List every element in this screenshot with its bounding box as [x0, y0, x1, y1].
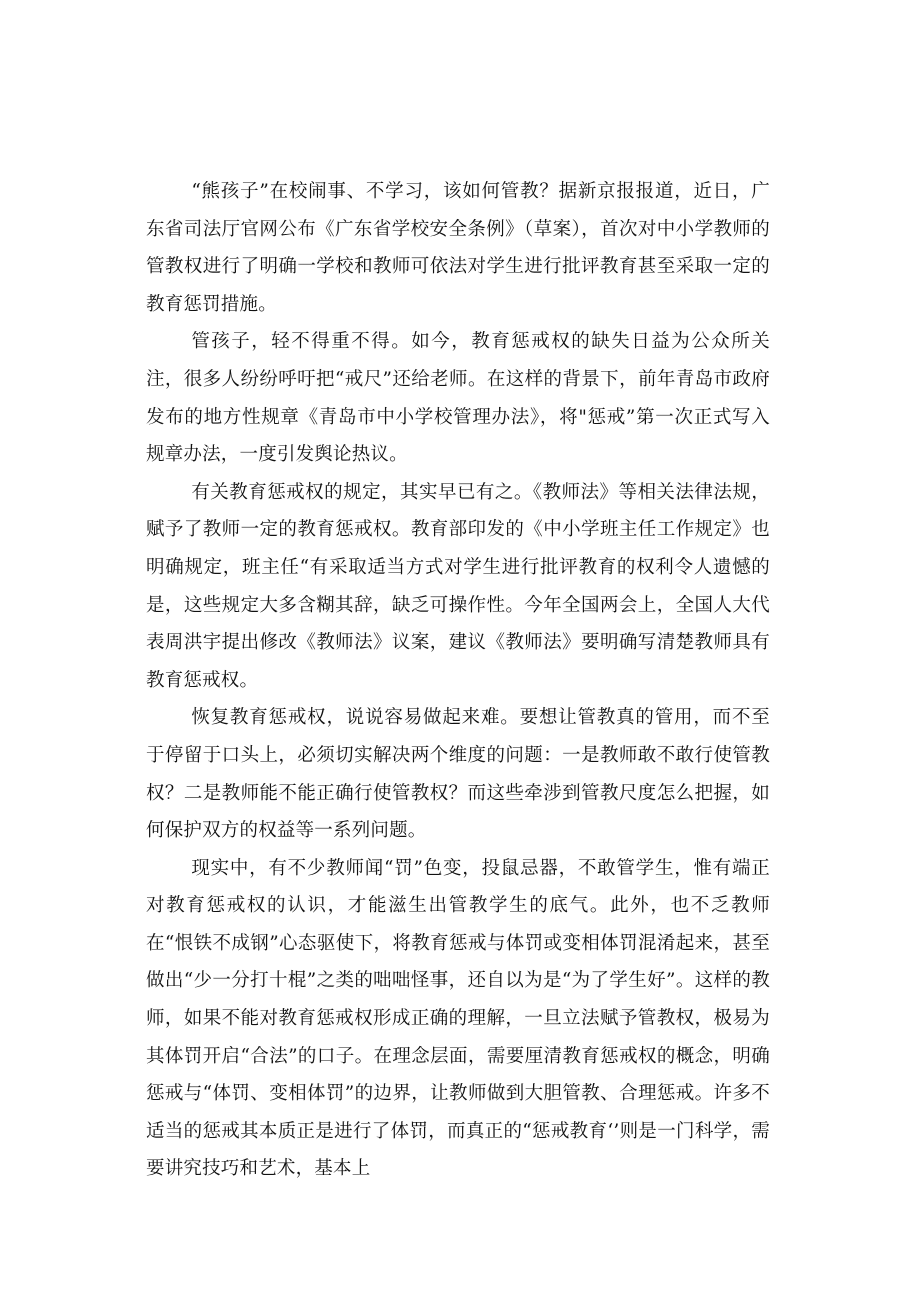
- paragraph-4: 恢复教育惩戒权，说说容易做起来难。要想让管教真的管用，而不至于停留于口头上，必须切实解决两个维度的问题：一是教师敢不敢行使管教权？二是教师能不能正确行使管教权？而这些牵涉到管教尺度怎么把握，如何保护双方的权益等一系列问题。: [146, 707, 770, 842]
- paragraph-5: 现实中，有不少教师闻“罚”色变，投鼠忌器，不敢管学生，惟有端正对教育惩戒权的认识，才能滋生出管教学生的底气。此外，也不乏教师在“恨铁不成钢”心态驱使下，将教育惩戒与体罚或变相体罚混淆起来，甚至做出“少一分打十棍”之类的咄咄怪事，还自以为是“为了学生好”。这样的教师，如果不能对教育惩戒权形成正确的理解，一旦立法赋予管教权，极易为其体罚开启“合法”的口子。在理念层面，需要厘清教育惩戒权的概念，明确惩戒与“体罚、变相体罚”的边界，让教师做到大胆管教、合理惩戒。许多不适当的惩戒其本质正是进行了体罚，而真正的“惩戒教育‘’则是一门科学，需要讲究技巧和艺术，基本上: [146, 857, 770, 1180]
- paragraph-3: 有关教育惩戒权的规定，其实早已有之。《教师法》等相关法律法规，赋予了教师一定的教育惩戒权。教育部印发的《中小学班主任工作规定》也明确规定，班主任“有采取适当方式对学生进行批评教育的权利令人遗憾的是，这些规定大多含糊其辞，缺乏可操作性。今年全国两会上，全国人大代表周洪宇提出修改《教师法》议案，建议《教师法》要明确写清楚教师具有教育惩戒权。: [146, 481, 770, 691]
- paragraph-1: “熊孩子”在校闹事、不学习，该如何管教？据新京报报道，近日，广东省司法厅官网公布《广东省学校安全条例》（草案），首次对中小学教师的管教权进行了明确一学校和教师可依法对学生进行批评教育甚至采取一定的教育惩罚措施。: [146, 181, 770, 315]
- article-body: [146, 173, 770, 1188]
- paragraph-2: 管孩子，轻不得重不得。如今，教育惩戒权的缺失日益为公众所关注，很多人纷纷呼吁把“戒尺”还给老师。在这样的背景下，前年青岛市政府发布的地方性规章《青岛市中小学校管理办法》，将"惩戒”第一次正式写入规章办法，一度引发舆论热议。: [146, 331, 770, 466]
